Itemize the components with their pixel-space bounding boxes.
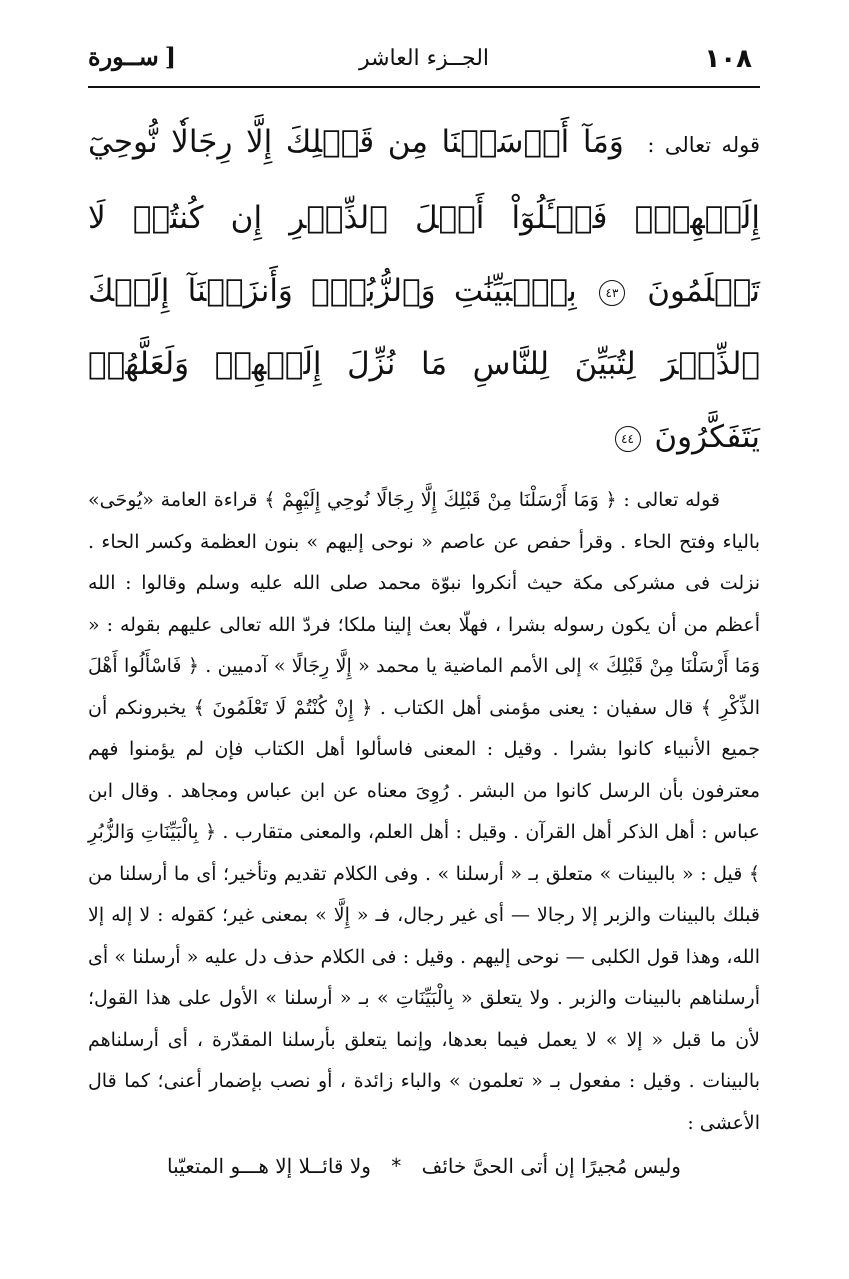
commentary-paragraph: قوله تعالى : ﴿ وَمَا أَرْسَلْنَا مِنْ قَبْلِكَ إِلَّا رِجَالًا نُوحِي إِلَيْهِمْ ﴾ قراءة العامة «يُوحَى» بالياء وفتح الحاء . وقرأ حفص عن عاصم « نوحى إليهم » بنون العظمة وكسر الحاء . نزلت فى مشركى مكة حيث أنكروا نبوّة محمد صلى الله عليه وسلم وقالوا : الله أعظم من أن يكون رسوله بشرا ، فهلّا بعث إلينا ملكا؛ فردّ الله تعالى عليهم بقوله : « وَمَا أَرْسَلْنَا مِنْ قَبْلِكَ » إلى الأمم الماضية يا محمد « إِلَّا رِجَالًا » آدميين . ﴿ فَاسْأَلُوا أَهْلَ الذِّكْرِ ﴾ قال سفيان : يعنى مؤمنى أهل الكتاب . ﴿ إِنْ كُنْتُمْ لَا تَعْلَمُونَ ﴾ يخبرونكم أن جميع الأنبياء كانوا بشرا . وقيل : المعنى فاسألوا أهل الكتاب فإن لم يؤمنوا فهم معترفون بأن الرسل كانوا من البشر . رُوِىَ معناه عن ابن عباس ومجاهد . وقال ابن عباس : أهل الذكر أهل القرآن . وقيل : أهل العلم، والمعنى متقارب . ﴿ بِالْبَيِّنَاتِ وَالزُّبُرِ ﴾ قيل : « بالبينات » متعلق بـ « أرسلنا » . وفى الكلام تقديم وتأخير؛ أى ما أرسلنا من قبلك بالبينات والزبر إلا رجالا — أى غير رجال، فـ « إِلَّا » بمعنى غير؛ كقوله : لا إله إلا الله، وهذا قول الكلبى — نوحى إليهم . وقيل : فى الكلام حذف دل عليه « أرسلنا » أى أرسلناهم بالبينات والزبر . ولا يتعلق « بِالْبَيِّنَاتِ » بـ « أرسلنا » الأول على هذا القول؛ لأن ما قبل « إلا » لا يعمل فيما بعدها، وإنما يتعلق بأرسلنا المقدّرة ، أى أرسلناهم بالبينات . وقيل : مفعول بـ « تعلمون » والباء زائدة ، أو نصب بإضمار أعنى؛ كما قال الأعشى : [88,489,760,1134]
poetry-line [88,1154,760,1178]
verse-text-2: بِٱلۡبَيِّنَٰتِ وَٱلزُّبُرِۗ وَأَنزَلۡنَآ إِلَيۡكَ ٱلذِّكۡرَ لِتُبَيِّنَ لِلنَّاسِ مَا نُزِّلَ إِلَيۡهِمۡ وَلَعَلَّهُمۡ يَتَفَكَّرُونَ [88,273,760,455]
ayah-number-marker: ٤٤ [615,426,641,452]
page-header [88,36,760,88]
running-title: الجــزء العاشر [358,46,490,71]
verse-intro: قوله تعالى : [647,133,760,157]
tafsir-commentary [88,480,760,1144]
poem-hemistich-2: ولا قائــلا إلا هـــو المتعيّبا [167,1154,371,1178]
verse-text-1: وَمَآ أَرۡسَلۡنَا مِن قَبۡلِكَ إِلَّا رِجَالٗا نُّوحِيٓ إِلَيۡهِمۡۚ فَسۡـَٔلُوٓاْ أَهۡلَ ٱلذِّكۡرِ إِن كُنتُمۡ لَا تَعۡلَمُونَ [88,124,761,309]
surah-bracket: [ [164,42,177,71]
poem-hemistich-1: وليس مُجيرًا إن أتى الحىَّ خائف [421,1154,681,1178]
page-number: ١٠٨ [704,44,752,74]
quran-verse [88,106,760,474]
surah-label [88,42,176,71]
book-page [88,36,760,1266]
ayah-number-marker: ٤٣ [599,280,625,306]
surah-label-text: ســورة [88,42,159,71]
poem-separator: * [391,1154,402,1178]
